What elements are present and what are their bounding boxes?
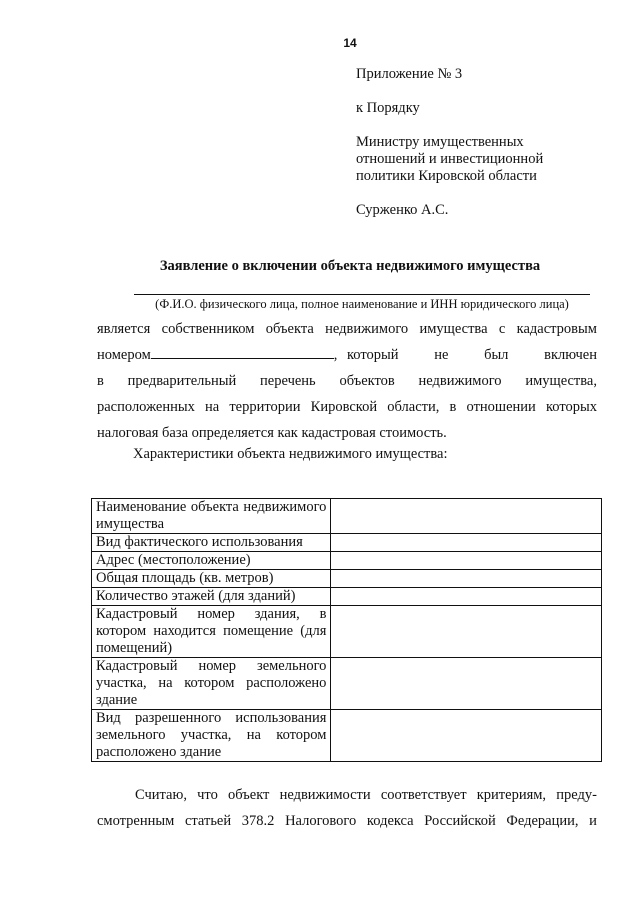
paragraph-word: объект [228, 787, 270, 803]
property-label: Вид разрешенного использования земельного участка, на котором расположено здание [92, 710, 331, 762]
paragraph-line [97, 342, 597, 368]
property-value-field[interactable] [331, 606, 602, 658]
paragraph-word: 378.2 [241, 813, 275, 829]
property-table [91, 498, 602, 762]
applicant-caption: (Ф.И.О. физического лица, полное наименование и ИНН юридического лица) [155, 297, 569, 311]
table-row [92, 710, 602, 762]
paragraph-word: недвижимого [418, 373, 502, 389]
appendix-label: Приложение № 3 [356, 66, 463, 82]
property-value-field[interactable] [331, 552, 602, 570]
property-label: Кадастровый номер здания, в котором находится помещение (для помещений) [92, 606, 331, 658]
criteria-paragraph [97, 782, 597, 834]
paragraph-word: номером [97, 347, 151, 363]
paragraph-word: в [449, 399, 457, 415]
property-label: Количество этажей (для зданий) [92, 588, 331, 606]
table-row [92, 534, 602, 552]
paragraph-word: в [97, 373, 104, 389]
paragraph-line [97, 316, 597, 342]
paragraph-word: расположенных [97, 399, 195, 415]
paragraph-word: статьей [184, 813, 232, 829]
paragraph-text: налоговая база определяется как кадастровая стоимость. [97, 425, 447, 441]
paragraph-word: Налогового [285, 813, 357, 829]
paragraph-word: не [434, 347, 449, 363]
property-value-field[interactable] [331, 710, 602, 762]
paragraph-word: кадастровым [516, 321, 597, 337]
paragraph-word: и [589, 813, 597, 829]
paragraph-word: что [197, 787, 218, 803]
property-value-field[interactable] [331, 658, 602, 710]
paragraph-word: с [498, 321, 506, 337]
paragraph-line [97, 420, 597, 446]
paragraph-word: кодекса [366, 813, 414, 829]
paragraph-word: на [204, 399, 220, 415]
table-row [92, 499, 602, 534]
paragraph-word: Кировской [310, 399, 378, 415]
table-row [92, 658, 602, 710]
paragraph-word: имущества [419, 321, 488, 337]
property-label: Общая площадь (кв. метров) [92, 570, 331, 588]
paragraph-line [97, 394, 597, 420]
property-label: Вид фактического использования [92, 534, 331, 552]
property-value-field[interactable] [331, 588, 602, 606]
table-row [92, 588, 602, 606]
paragraph-line [97, 368, 597, 394]
applicant-name-line [134, 294, 590, 295]
paragraph-word: включен [544, 347, 597, 363]
paragraph-word: соответствует [380, 787, 467, 803]
paragraph-word: объекта [265, 321, 314, 337]
ownership-paragraph [97, 316, 597, 446]
page-number: 14 [343, 36, 357, 50]
paragraph-word: был [484, 347, 509, 363]
property-value-field[interactable] [331, 499, 602, 534]
paragraph-word: смотренным [97, 813, 175, 829]
paragraph-word: является [97, 321, 151, 337]
minister-label: Министру имущественных отношений и инвестиционной политики Кировской области [356, 134, 544, 184]
paragraph-word: который [347, 347, 399, 363]
paragraph-word: перечень [260, 373, 316, 389]
property-label: Адрес (местоположение) [92, 552, 331, 570]
property-label: Кадастровый номер земельного участка, на котором расположено здание [92, 658, 331, 710]
property-value-field[interactable] [331, 534, 602, 552]
paragraph-word: собственником [161, 321, 255, 337]
paragraph-word: имущества, [525, 373, 597, 389]
property-value-field[interactable] [331, 570, 602, 588]
table-row [92, 570, 602, 588]
property-label: Наименование объекта недвижимого имущества [92, 499, 331, 534]
order-label: к Порядку [356, 100, 420, 116]
cadastral-number-blank [151, 344, 334, 359]
characteristics-heading: Характеристики объекта недвижимого имущества: [133, 446, 448, 462]
paragraph-word: области, [387, 399, 440, 415]
paragraph-word: отношении [466, 399, 536, 415]
paragraph-word: недвижимости [279, 787, 371, 803]
paragraph-word: которых [545, 399, 597, 415]
addressee-block [356, 66, 616, 236]
paragraph-word: Российской [424, 813, 496, 829]
paragraph-word: предварительный [127, 373, 237, 389]
paragraph-word: , [333, 347, 338, 363]
minister-name: Сурженко А.С. [356, 202, 449, 218]
paragraph-word: преду- [556, 787, 597, 803]
paragraph-word: территории [229, 399, 301, 415]
paragraph-line [97, 782, 597, 808]
paragraph-word: недвижимого [325, 321, 409, 337]
paragraph-word: Считаю, [135, 787, 187, 803]
paragraph-line [97, 808, 597, 834]
table-row [92, 552, 602, 570]
document-title: Заявление о включении объекта недвижимого имущества [159, 258, 541, 274]
paragraph-word: Федерации, [506, 813, 579, 829]
paragraph-word: критериям, [476, 787, 547, 803]
paragraph-word: объектов [339, 373, 395, 389]
table-row [92, 606, 602, 658]
